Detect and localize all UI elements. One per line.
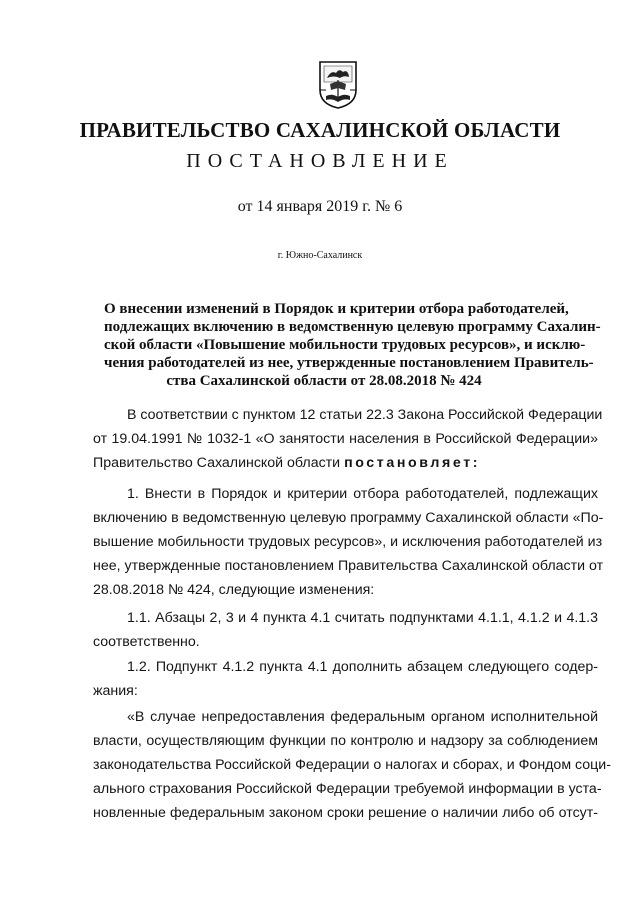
text-line: власти, осуществляющим функции по контролю и надзору за соблюдением xyxy=(93,733,598,749)
text-line: 28.08.2018 № 424, следующие изменения: xyxy=(93,582,375,598)
text-line: жания: xyxy=(93,683,138,699)
text-line: от 19.04.1991 № 1032-1 «О занятости населения в Российской Федерации» xyxy=(93,431,598,447)
document-date-number: от 14 января 2019 г. № 6 xyxy=(237,198,403,215)
text-line: нее, утвержденные постановлением Правительства Сахалинской области от xyxy=(93,558,604,574)
text-line: вышение мобильности трудовых ресурсов», и исключения работодателей из xyxy=(93,534,603,550)
text-line: ального страхования Российской Федерации требуемой информации в уста- xyxy=(93,781,602,797)
text-line: 1. Внести в Порядок и критерии отбора работодателей, подлежащих xyxy=(127,486,598,502)
subject-line: подлежащих включению в ведомственную целевую программу Сахалин- xyxy=(104,319,601,335)
government-title: ПРАВИТЕЛЬСТВО САХАЛИНСКОЙ ОБЛАСТИ xyxy=(79,118,561,142)
coat-of-arms-icon xyxy=(318,60,358,110)
text-line: новленные федеральным законом сроки решение о наличии либо об отсут- xyxy=(93,805,598,821)
subject-line: ской области «Повышение мобильности трудовых ресурсов», и исклю- xyxy=(104,337,586,353)
text-line: 1.2. Подпункт 4.1.2 пункта 4.1 дополнить абзацем следующего содер- xyxy=(127,659,598,675)
document-city: г. Южно-Сахалинск xyxy=(277,250,363,261)
resolution-keyword: постановляет: xyxy=(344,455,481,471)
text-line: соответственно. xyxy=(93,634,200,650)
subject-line: чения работодателей из нее, утвержденные постановлением Правитель- xyxy=(104,355,594,371)
text-fragment: Правительство Сахалинской области xyxy=(93,455,345,471)
text-line: «В случае непредоставления федеральным органом исполнительной xyxy=(127,709,598,725)
subject-line: ства Сахалинской области от 28.08.2018 № 424 xyxy=(166,373,482,389)
text-line: включению в ведомственную целевую программу Сахалинской области «По- xyxy=(93,510,604,526)
document-subject xyxy=(104,300,601,390)
paragraph-preamble xyxy=(93,403,603,475)
paragraph-item-1 xyxy=(93,482,604,602)
text-line: В соответствии с пунктом 12 статьи 22.3 Закона Российской Федерации xyxy=(127,407,603,423)
text-line: 1.1. Абзацы 2, 3 и 4 пункта 4.1 считать подпунктами 4.1.1, 4.1.2 и 4.1.3 xyxy=(127,610,598,626)
document-type: ПОСТАНОВЛЕНИЕ xyxy=(186,150,454,172)
subject-line: О внесении изменений в Порядок и критерии отбора работодателей, xyxy=(104,301,569,317)
text-line: законодательства Российской Федерации о налогах и сборах, и Фондом соци- xyxy=(93,757,611,773)
paragraph-quote xyxy=(93,705,611,825)
paragraph-item-1-1 xyxy=(93,606,598,654)
text-line xyxy=(93,451,598,475)
paragraph-item-1-2 xyxy=(93,655,598,703)
